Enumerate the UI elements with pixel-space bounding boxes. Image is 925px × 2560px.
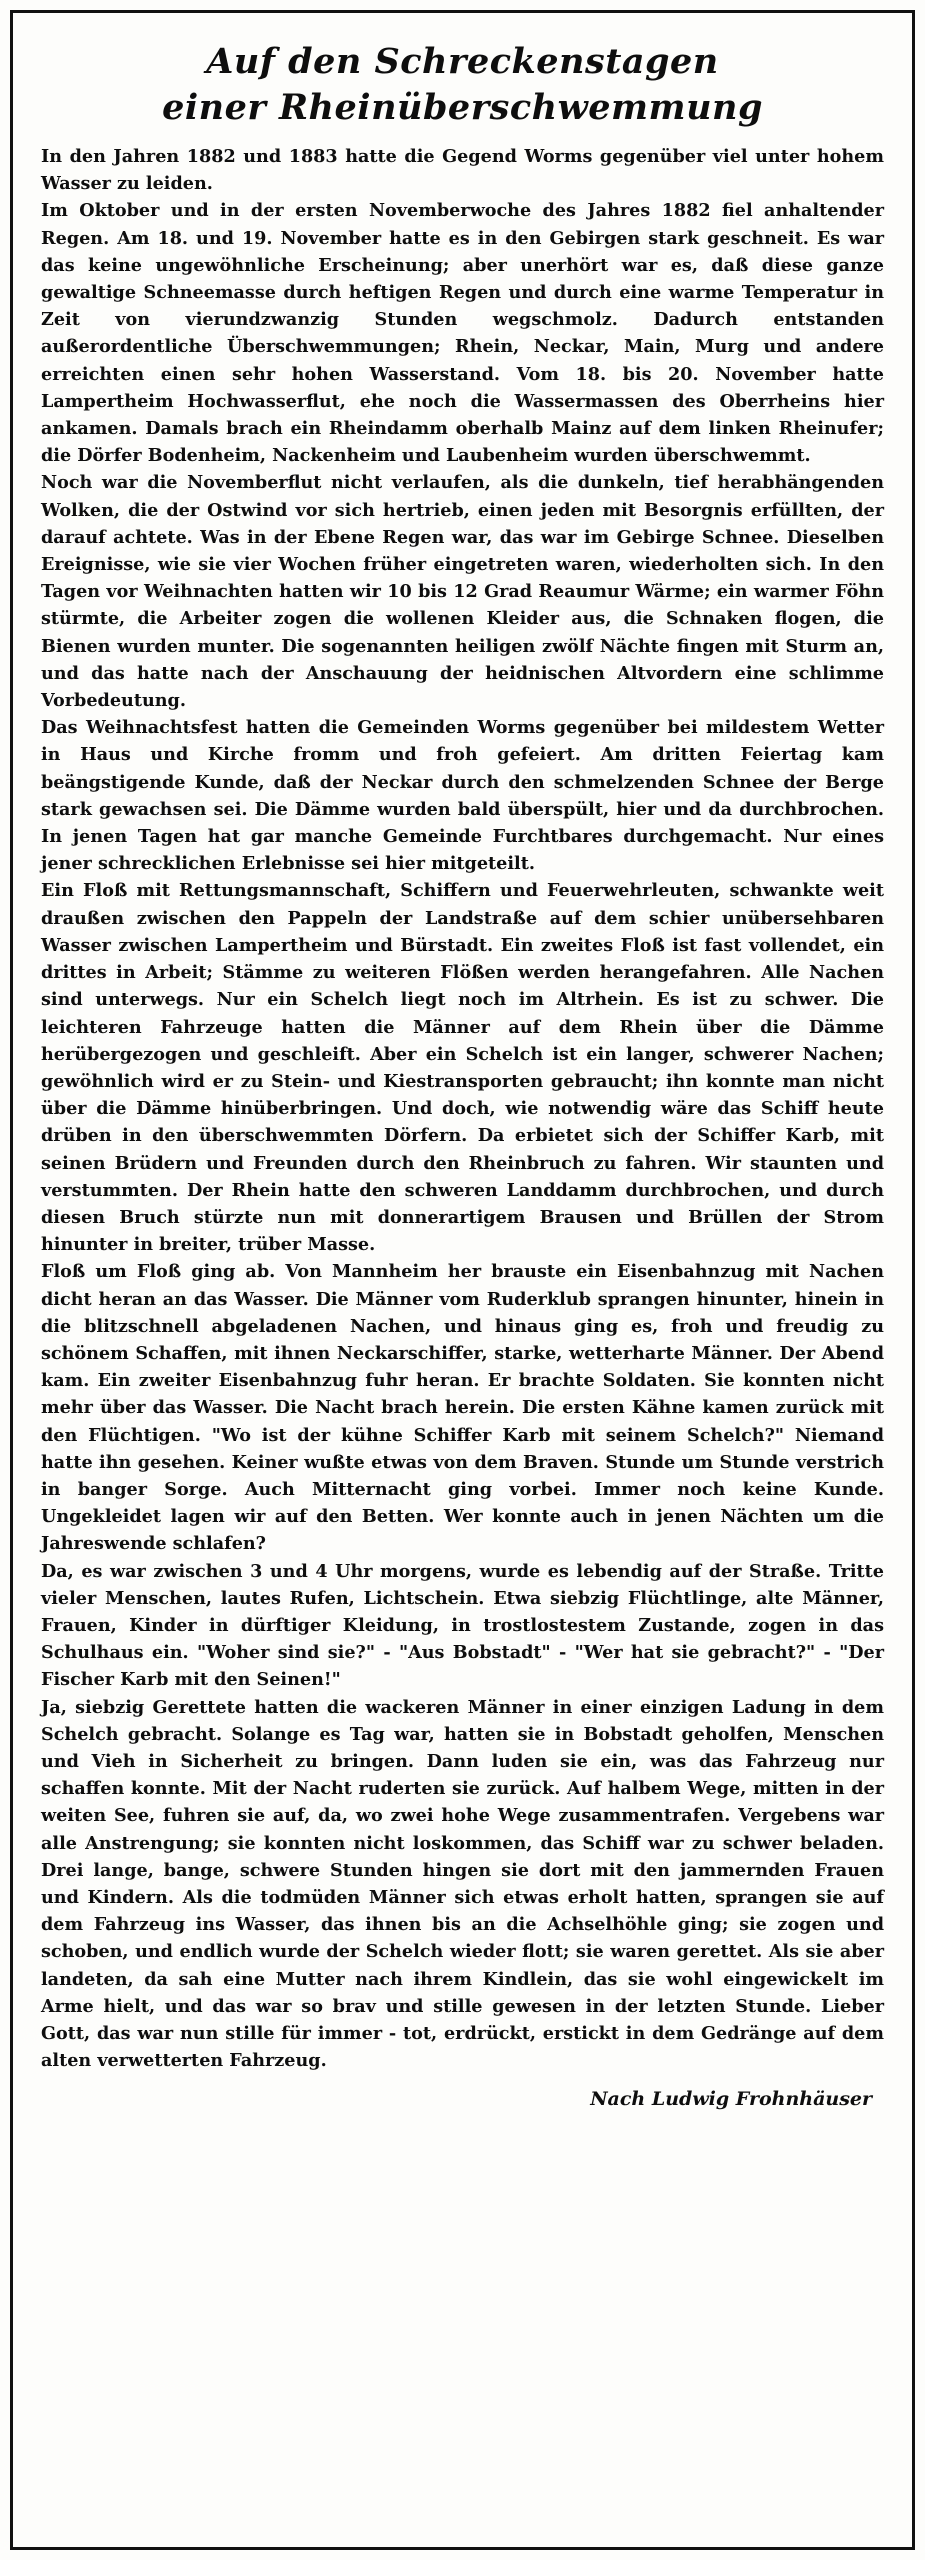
paragraph: Da, es war zwischen 3 und 4 Uhr morgens, wurde es lebendig auf der Straße. Tritte vieler Menschen, lautes Rufen, Lichtschein. Etwa siebzig Flüchtlinge, alte Männer, Frauen, Kinder in dürftiger Kleidung, in trostlostestem Zustande, zogen in das Schulhaus ein. "Woher sind sie?" - "Aus Bobstadt" - "Wer hat sie gebracht?" - "Der Fischer Karb mit den Seinen!": [41, 1560, 884, 1691]
article-title: [41, 39, 884, 131]
paragraph: Noch war die Novemberflut nicht verlaufen, als die dunkeln, tief herabhängenden Wolken, die der Ostwind vor sich hertrieb, einen jeden mit Besorgnis erfüllten, der darauf achtete. Was in der Ebene Regen war, das war im Gebirge Schnee. Dieselben Ereignisse, wie sie vier Wochen früher eingetreten waren, wiederholten sich. In den Tagen vor Weihnachten hatten wir 10 bis 12 Grad Reaumur Wärme; ein warmer Föhn stürmte, die Arbeiter zogen die wollenen Kleider aus, die Schnaken flogen, die Bienen wurden munter. Die sogenannten heiligen zwölf Nächte fingen mit Sturm an, und das hatte nach der Anschauung der heidnischen Altvordern eine schlimme Vorbedeutung.: [41, 472, 884, 712]
paragraph: In den Jahren 1882 und 1883 hatte die Gegend Worms gegenüber viel unter hohem Wasser zu leiden.: [41, 146, 884, 195]
paragraph: Ein Floß mit Rettungsmannschaft, Schiffern und Feuerwehrleuten, schwankte weit draußen zwischen den Pappeln der Landstraße auf dem schier unübersehbaren Wasser zwischen Lampertheim und Bürstadt. Ein zweites Floß ist fast vollendet, ein drittes in Arbeit; Stämme zu weiteren Flößen werden herangefahren. Alle Nachen sind unterwegs. Nur ein Schelch liegt noch im Altrhein. Es ist zu schwer. Die leichteren Fahrzeuge hatten die Männer auf dem Rhein über die Dämme herübergezogen und geschleift. Aber ein Schelch ist ein langer, schwerer Nachen; gewöhnlich wird er zu Stein- und Kiestransporten gebraucht; ihn konnte man nicht über die Dämme hinüberbringen. Und doch, wie notwendig wäre das Schiff heute drüben in den überschwemmten Dörfern. Da erbietet sich der Schiffer Karb, mit seinen Brüdern und Freunden durch den Rheinbruch zu fahren. Wir staunten und verstummten. Der Rhein hatte den schweren Landdamm durchbrochen, und durch diesen Bruch stürzte nun mit donnerartigem Brausen und Brüllen der Strom hinunter in breiter, trüber Masse.: [41, 880, 884, 1256]
author-credit: Nach Ludwig Frohnhäuser: [590, 2088, 872, 2111]
paragraph: Im Oktober und in der ersten Novemberwoche des Jahres 1882 fiel anhaltender Regen. Am 18. und 19. November hatte es in den Gebirgen stark geschneit. Es war das keine ungewöhnliche Erscheinung; aber unerhört war es, daß diese ganze gewaltige Schneemasse durch heftigen Regen und durch eine warme Temperatur in Zeit von vierundzwanzig Stunden wegschmolz. Dadurch entstanden außerordentliche Überschwemmungen; Rhein, Neckar, Main, Murg und andere erreichten einen sehr hohen Wasserstand. Vom 18. bis 20. November hatte Lampertheim Hochwasserflut, ehe noch die Wassermassen des Oberrheins hier ankamen. Damals brach ein Rheindamm oberhalb Mainz auf dem linken Rheinufer; die Dörfer Bodenheim, Nackenheim und Laubenheim wurden überschwemmt.: [41, 200, 884, 467]
paragraph: Das Weihnachtsfest hatten die Gemeinden Worms gegenüber bei mildestem Wetter in Haus und Kirche fromm und froh gefeiert. Am dritten Feiertag kam beängstigende Kunde, daß der Neckar durch den schmelzenden Schnee der Berge stark gewachsen sei. Die Dämme wurden bald überspült, hier und da durchbrochen. In jenen Tagen hat gar manche Gemeinde Furchtbares durchgemacht. Nur eines jener schrecklichen Erlebnisse sei hier mitgeteilt.: [41, 717, 884, 875]
article-frame: [10, 10, 915, 2550]
paragraph: Ja, siebzig Gerettete hatten die wackeren Männer in einer einzigen Ladung in dem Schelch gebracht. Solange es Tag war, hatten sie in Bobstadt geholfen, Menschen und Vieh in Sicherheit zu bringen. Dann luden sie ein, was das Fahrzeug nur schaffen konnte. Mit der Nacht ruderten sie zurück. Auf halbem Wege, mitten in der weiten See, fuhren sie auf, da, wo zwei hohe Wege zusammentrafen. Vergebens war alle Anstrengung; sie konnten nicht loskommen, das Schiff war zu schwer beladen. Drei lange, bange, schwere Stunden hingen sie dort mit den jammernden Frauen und Kindern. Als die todmüden Männer sich etwas erholt hatten, sprangen sie auf dem Fahrzeug ins Wasser, das ihnen bis an die Achselhöhle ging; sie zogen und schoben, und endlich wurde der Schelch wieder flott; sie waren gerettet. Als sie aber landeten, da sah eine Mutter nach ihrem Kindlein, das sie wohl eingewickelt im Arme hielt, und das war so brav und stille gewesen in der letzten Stunde. Lieber Gott, das war nun stille für immer - tot, erdrückt, erstickt in dem Gedränge auf dem alten verwetterten Fahrzeug.: [41, 1696, 884, 2072]
article-body: [41, 143, 884, 2074]
title-line-1: Auf den Schreckenstagen: [206, 41, 719, 82]
title-line-2: einer Rheinüberschwemmung: [162, 87, 763, 128]
paragraph: Floß um Floß ging ab. Von Mannheim her brauste ein Eisenbahnzug mit Nachen dicht heran an das Wasser. Die Männer vom Ruderklub sprangen hinunter, hinein in die blitzschnell abgeladenen Nachen, und hinaus ging es, froh und freudig zu schönem Schaffen, mit ihnen Neckarschiffer, starke, wetterharte Männer. Der Abend kam. Ein zweiter Eisenbahnzug fuhr heran. Er brachte Soldaten. Sie konnten nicht mehr über das Wasser. Die Nacht brach herein. Die ersten Kähne kamen zurück mit den Flüchtigen. "Wo ist der kühne Schiffer Karb mit seinem Schelch?" Niemand hatte ihn gesehen. Keiner wußte etwas von dem Braven. Stunde um Stunde verstrich in banger Sorge. Auch Mitternacht ging vorbei. Immer noch keine Kunde. Ungekleidet lagen wir auf den Betten. Wer konnte auch in jenen Nächten um die Jahreswende schlafen?: [41, 1261, 884, 1555]
